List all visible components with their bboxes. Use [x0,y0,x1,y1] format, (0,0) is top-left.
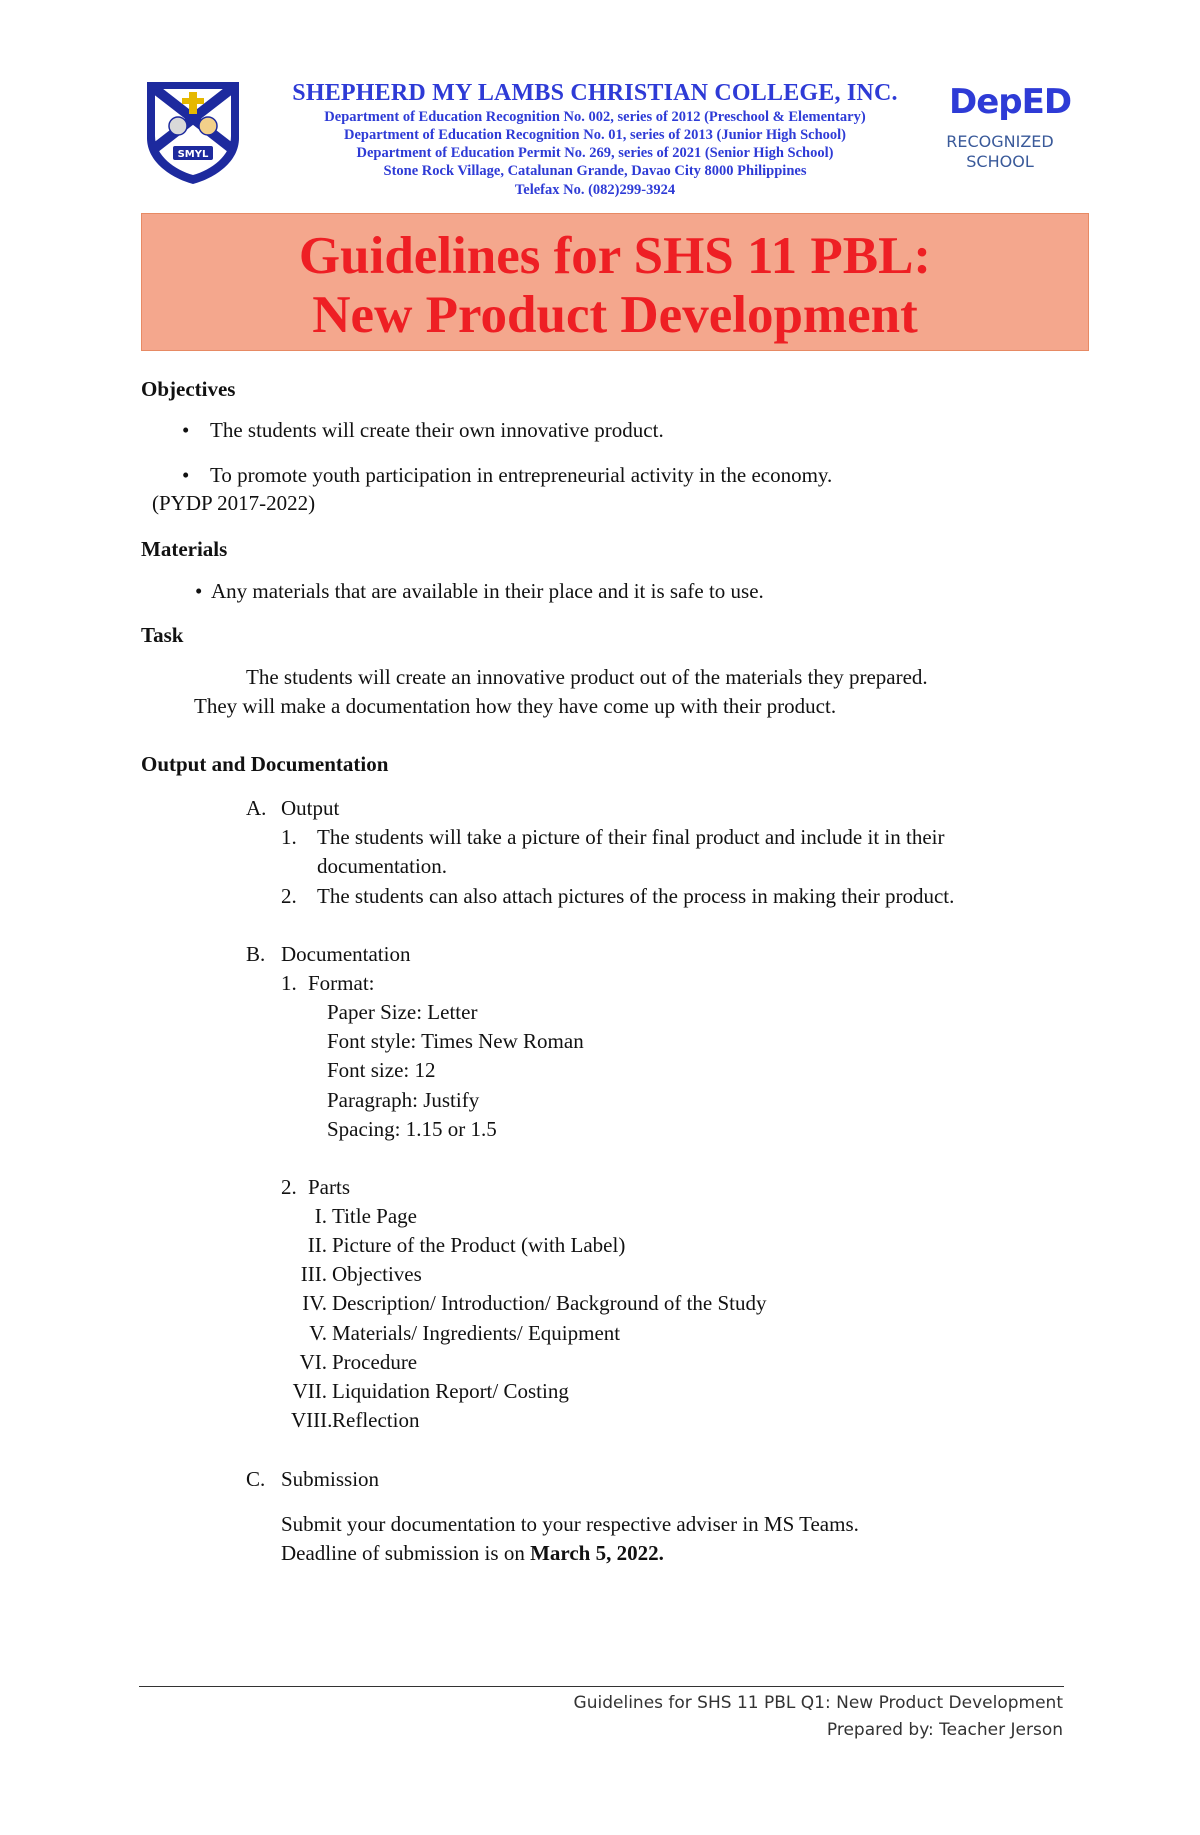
title-line-1: Guidelines for SHS 11 PBL: [298,227,932,285]
part-item: Picture of the Product (with Label) [332,1233,626,1257]
logo-book-icon [199,117,217,135]
part-numeral: II. [307,1233,327,1257]
footer-document-title: Guidelines for SHS 11 PBL Q1: New Product Development [573,1693,1063,1713]
address-line: Stone Rock Village, Catalunan Grande, Davao City 8000 Philippines [383,163,807,179]
objective-note: (PYDP 2017-2022) [152,491,316,515]
output-item-1-number: 1. [281,825,297,849]
format-line: Font style: Times New Roman [327,1029,584,1053]
format-label: Format: [308,971,375,995]
materials-heading: Materials [141,537,228,561]
section-b-marker: B. [246,942,266,966]
recognition-line-2: Department of Education Recognition No. 01, series of 2013 (Junior High School) [344,127,846,143]
recognition-line-1: Department of Education Recognition No. 002, series of 2012 (Preschool & Elementary) [324,109,866,125]
part-numeral: III. [300,1262,327,1286]
part-numeral: IV. [302,1291,327,1315]
deadline-date: March 5, 2022. [530,1541,664,1565]
format-line: Paper Size: Letter [327,1000,478,1024]
title-banner [141,213,1089,351]
section-a-label: Output [281,796,340,820]
section-a-marker: A. [246,796,267,820]
section-b-label: Documentation [281,942,411,966]
task-line-1: The students will create an innovative product out of the materials they prepared. [246,665,928,689]
logo-text: SMYL [177,149,209,160]
school-name: SHEPHERD MY LAMBS CHRISTIAN COLLEGE, INC. [292,80,898,106]
part-item: Procedure [332,1350,418,1374]
section-c-marker: C. [246,1467,266,1491]
part-numeral: V. [309,1321,327,1345]
footer-divider [139,1686,1064,1687]
part-numeral: VI. [299,1350,327,1374]
title-line-2: New Product Development [312,286,918,344]
deped-caption-recognized: RECOGNIZED [946,132,1054,151]
deadline-prefix: Deadline of submission is on [281,1541,531,1565]
part-item: Reflection [332,1408,420,1432]
format-line: Paragraph: Justify [327,1088,480,1112]
part-item: Objectives [332,1262,422,1286]
materials-item: Any materials that are available in their place and it is safe to use. [211,579,764,603]
submission-line-2 [281,1541,664,1566]
logo-lamb-icon [169,117,187,135]
objectives-heading: Objectives [141,377,236,401]
school-logo [143,78,243,186]
output-item-2-text: The students can also attach pictures of the process in making their product. [317,884,955,908]
objective-item-2: To promote youth participation in entrepreneurial activity in the economy. [210,463,833,487]
format-number: 1. [281,971,297,995]
output-item-2-number: 2. [281,884,297,908]
part-numeral: I. [314,1204,327,1228]
part-numeral: VII. [292,1379,327,1403]
permit-line: Department of Education Permit No. 269, series of 2021 (Senior High School) [356,145,834,161]
submission-line-1: Submit your documentation to your respective adviser in MS Teams. [281,1512,859,1536]
parts-number: 2. [281,1175,297,1199]
objective-item-1: The students will create their own innovative product. [210,418,664,442]
task-heading: Task [141,623,184,647]
output-documentation-heading: Output and Documentation [141,752,389,776]
bullet: • [195,579,203,603]
part-item: Title Page [332,1204,417,1228]
deped-recognized-logo [935,82,1072,178]
part-numeral: VIII. [291,1408,333,1432]
part-item: Liquidation Report/ Costing [332,1379,569,1403]
format-line: Font size: 12 [327,1058,436,1082]
part-item: Materials/ Ingredients/ Equipment [332,1321,621,1345]
format-line: Spacing: 1.15 or 1.5 [327,1117,497,1141]
deped-wordmark: DepED [949,82,1072,122]
output-item-1-line-1: The students will take a picture of their final product and include it in their [317,825,945,849]
parts-label: Parts [308,1175,350,1199]
footer-prepared-by: Prepared by: Teacher Jerson [826,1720,1063,1740]
output-item-1-line-2: documentation. [317,854,448,878]
section-c-label: Submission [281,1467,380,1491]
deped-caption-school: SCHOOL [966,152,1034,171]
bullet: • [182,463,190,487]
task-line-2: They will make a documentation how they have come up with their product. [194,694,837,718]
part-item: Description/ Introduction/ Background of the Study [332,1291,767,1315]
bullet: • [182,418,190,442]
telefax-line: Telefax No. (082)299-3924 [514,182,676,198]
